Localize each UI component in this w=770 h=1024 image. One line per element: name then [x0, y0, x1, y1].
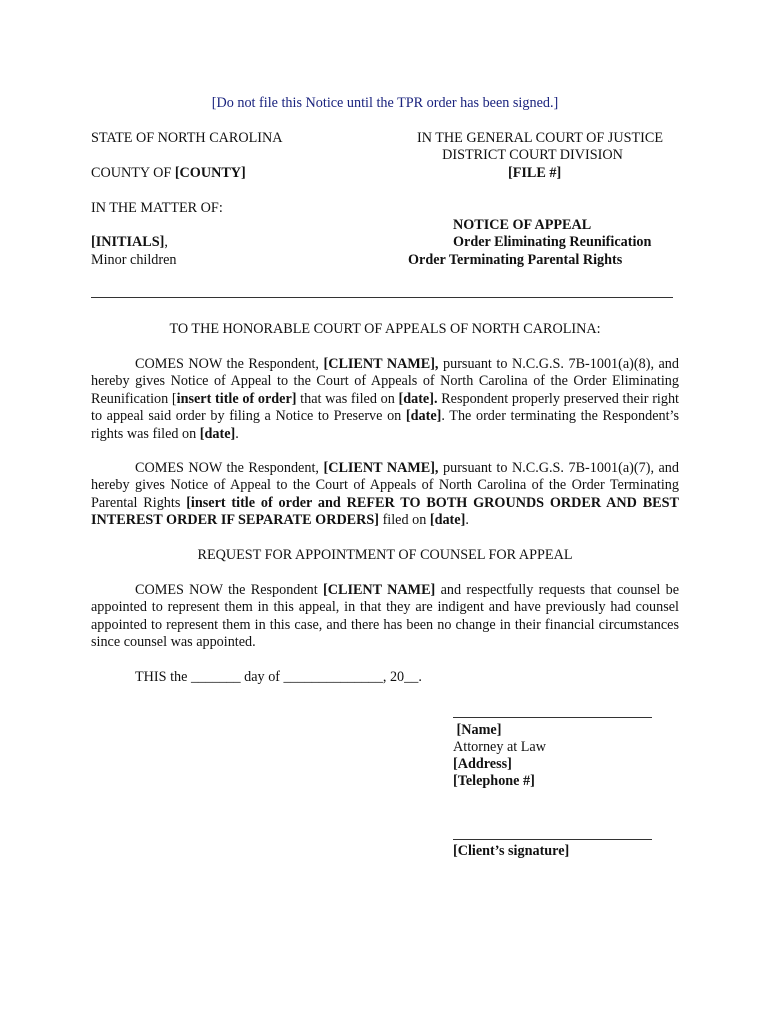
counsel-request-paragraph: COMES NOW the Respondent [CLIENT NAME] and respectfully requests that counsel be appointed to represent them in this appeal, in that they are indigent and have previously had counsel appointed to represent them in this case, and there has been no change in their financial circumstances since counsel was appointed. [91, 582, 679, 651]
attorney-telephone: [Telephone #] [453, 773, 535, 789]
matter-heading: IN THE MATTER OF: [91, 200, 223, 216]
court-address: TO THE HONORABLE COURT OF APPEALS OF NORTH CAROLINA: [169, 321, 601, 337]
attorney-address: [Address] [453, 756, 512, 772]
client-signature-label: [Client’s signature] [453, 843, 570, 859]
title-order-tpr: Order Terminating Parental Rights [408, 252, 623, 268]
appeal-paragraph-reunification: COMES NOW the Respondent, [CLIENT NAME], pursuant to N.C.G.S. 7B-1001(a)(8), and hereby gives Notice of Appeal to the Court of Appeals of North Carolina of the Order Eliminating Reunification [insert title of order] that was filed on [date]. Respondent properly preserved their right to appeal said order by filing a Notice to Preserve on [date]. The order terminating the Respondent’s rights was filed on [date]. [91, 356, 680, 442]
attorney-name: [Name] [453, 722, 502, 738]
document-title: NOTICE OF APPEAL [453, 217, 592, 233]
county-caption [91, 165, 246, 182]
attorney-title: Attorney at Law [453, 739, 546, 755]
county-value: [COUNTY] [174, 165, 246, 181]
juvenile-initials: [INITIALS], [91, 234, 168, 250]
minor-children-label: Minor children [91, 252, 177, 268]
county-label: COUNTY OF [91, 165, 175, 181]
title-order-reunification: Order Eliminating Reunification [453, 234, 652, 250]
court-caption-line2: DISTRICT COURT DIVISION [442, 147, 623, 163]
file-number: [FILE #] [508, 165, 562, 181]
state-caption: STATE OF NORTH CAROLINA [91, 130, 283, 146]
counsel-request-heading: REQUEST FOR APPOINTMENT OF COUNSEL FOR APPEAL [197, 547, 573, 563]
filing-instruction-note: [Do not file this Notice until the TPR order has been signed.] [211, 95, 559, 111]
court-caption-line1: IN THE GENERAL COURT OF JUSTICE [417, 130, 663, 146]
appeal-paragraph-tpr: COMES NOW the Respondent, [CLIENT NAME], pursuant to N.C.G.S. 7B-1001(a)(7), and hereby gives Notice of Appeal to the Court of Appeals of North Carolina of the Order Terminating Parental Rights [insert title of order and REFER TO BOTH GROUNDS ORDER AND BEST INTEREST ORDER IF SEPARATE ORDERS] filed on [date]. [91, 460, 679, 529]
caption-divider [91, 297, 673, 298]
client-signature-line [453, 839, 652, 840]
attorney-signature-line [453, 717, 652, 718]
date-line: THIS the _______ day of ______________, 20__. [135, 669, 422, 685]
